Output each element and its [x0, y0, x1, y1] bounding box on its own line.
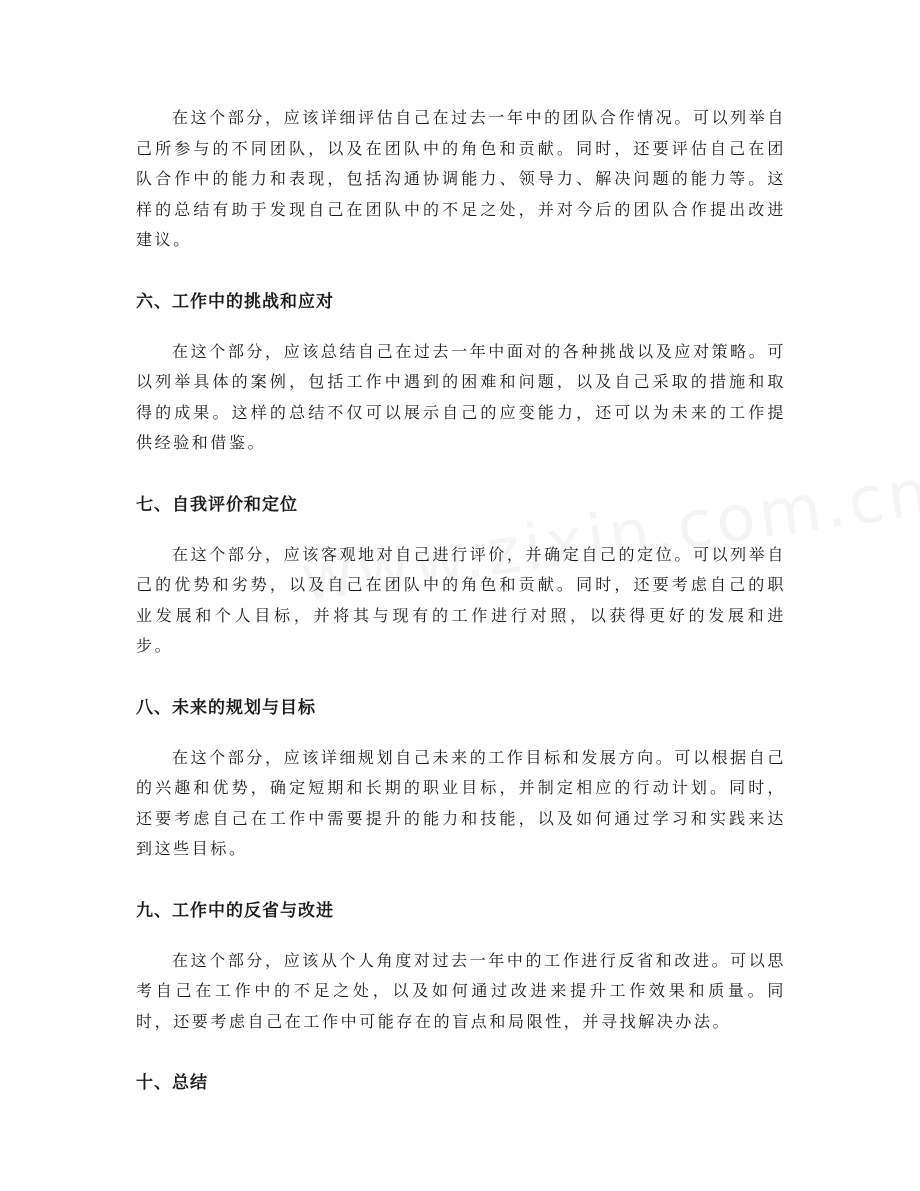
section-heading-reflection: 九、工作中的反省与改进: [136, 900, 334, 921]
section-paragraph-team: 在这个部分，应该详细评估自己在过去一年中的团队合作情况。可以列举自己所参与的不同团队，以及在团队中的角色和贡献。同时，还要评估自己在团队合作中的能力和表现，包括沟通协调能力、领导力、解决问题的能力等。这样的总结有助于发现自己在团队中的不足之处，并对今后的团队合作提出改进建议。: [136, 108, 786, 249]
section-paragraph-challenges: 在这个部分，应该总结自己在过去一年中面对的各种挑战以及应对策略。可以列举具体的案例，包括工作中遇到的困难和问题，以及自己采取的措施和取得的成果。这样的总结不仅可以展示自己的应变能力，还可以为未来的工作提供经验和借鉴。: [136, 341, 786, 452]
section-heading-self-evaluation: 七、自我评价和定位: [136, 494, 298, 515]
section-heading-challenges: 六、工作中的挑战和应对: [136, 291, 334, 312]
section-paragraph-reflection: 在这个部分，应该从个人角度对过去一年中的工作进行反省和改进。可以思考自己在工作中的不足之处，以及如何通过改进来提升工作效果和质量。同时，还要考虑自己在工作中可能存在的盲点和局限性，并寻找解决办法。: [136, 950, 786, 1031]
section-paragraph-self-evaluation: 在这个部分，应该客观地对自己进行评价，并确定自己的定位。可以列举自己的优势和劣势，以及自己在团队中的角色和贡献。同时，还要考虑自己的职业发展和个人目标，并将其与现有的工作进行对照，以获得更好的发展和进步。: [136, 544, 786, 655]
document-body: [136, 103, 786, 1098]
section-heading-summary: 十、总结: [136, 1073, 208, 1093]
section-paragraph-future-plans: 在这个部分，应该详细规划自己未来的工作目标和发展方向。可以根据自己的兴趣和优势，确定短期和长期的职业目标，并制定相应的行动计划。同时，还要考虑自己在工作中需要提升的能力和技能，以及如何通过学习和实践来达到这些目标。: [136, 747, 786, 858]
section-heading-future-plans: 八、未来的规划与目标: [136, 697, 316, 718]
